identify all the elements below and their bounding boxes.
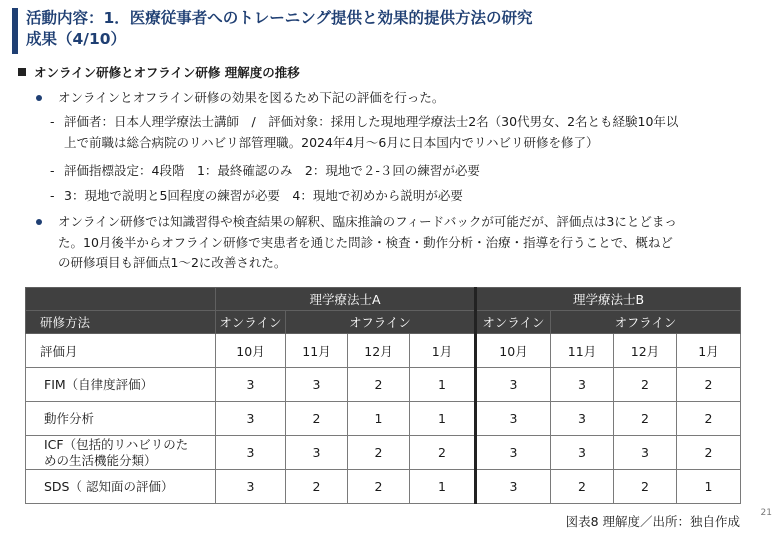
score-cell: 3 bbox=[551, 436, 614, 470]
score-cell: 2 bbox=[551, 470, 614, 504]
dash-marker: - bbox=[50, 188, 55, 203]
score-cell: 3 bbox=[551, 368, 614, 402]
score-cell: 2 bbox=[286, 402, 348, 436]
bullet-text-2-line2: た。10月後半からオフライン研修で実患者を通じた問診・検査・動作分析・治療・指導を行うことで、概ねど bbox=[58, 234, 673, 250]
row-label-icf-line2: めの生活機能分類） bbox=[44, 452, 157, 468]
table-caption: 図表8 理解度／出所：独自作成 bbox=[565, 514, 740, 529]
score-cell: 2 bbox=[410, 436, 476, 470]
table-header-blank bbox=[26, 288, 216, 311]
score-cell: 2 bbox=[677, 402, 741, 436]
score-cell: 3 bbox=[216, 402, 286, 436]
sub-item-1-line2: 上で前職は総合病院のリハビリ部管理職。2024年4月～6月に日本国内でリハビリ研修を修了） bbox=[64, 134, 599, 150]
page-number: 21 bbox=[760, 508, 772, 518]
table-row bbox=[26, 368, 741, 402]
page-title-line1: 活動内容：1．医療従事者へのトレーニング提供と効果的提供方法の研究 bbox=[26, 9, 533, 27]
method-label: 研修方法 bbox=[26, 311, 216, 334]
group-header-a: 理学療法士A bbox=[216, 288, 476, 311]
bullet-text-2-line3: の研修項目も評価点1～2に改善された。 bbox=[58, 255, 287, 270]
group-header-b: 理学療法士B bbox=[476, 288, 741, 311]
section-heading-text: オンライン研修とオフライン研修 理解度の推移 bbox=[34, 65, 300, 80]
row-label-icf-line1: ICF（包括的リハビリのた bbox=[44, 436, 189, 452]
score-cell: 2 bbox=[348, 470, 410, 504]
score-cell: 2 bbox=[614, 368, 677, 402]
score-cell: 3 bbox=[476, 436, 551, 470]
sub-item-2 bbox=[50, 161, 480, 182]
method-online-b: オンライン bbox=[476, 311, 551, 334]
method-online-a: オンライン bbox=[216, 311, 286, 334]
sub-item-3-text: 3：現地で説明と5回程度の練習が必要 4：現地で初めから説明が必要 bbox=[64, 188, 463, 203]
month-cell: 10月 bbox=[216, 334, 286, 368]
row-label-motion-analysis: 動作分析 bbox=[26, 402, 216, 436]
score-cell: 3 bbox=[286, 368, 348, 402]
score-cell: 1 bbox=[410, 402, 476, 436]
table-row bbox=[26, 436, 741, 470]
score-cell: 2 bbox=[286, 470, 348, 504]
month-cell: 10月 bbox=[476, 334, 551, 368]
score-cell: 1 bbox=[677, 470, 741, 504]
month-cell: 1月 bbox=[677, 334, 741, 368]
score-cell: 2 bbox=[348, 436, 410, 470]
row-label-sds: SDS（ 認知面の評価） bbox=[26, 470, 216, 504]
month-cell: 1月 bbox=[410, 334, 476, 368]
bullet-item-2 bbox=[36, 212, 677, 274]
score-cell: 3 bbox=[476, 368, 551, 402]
square-bullet-icon bbox=[18, 68, 26, 76]
score-cell: 2 bbox=[614, 470, 677, 504]
dash-marker: - bbox=[50, 163, 55, 178]
bullet-text-2-line1: オンライン研修では知識習得や検査結果の解釈、臨床推論のフィードバックが可能だが、評価点は3にとどまっ bbox=[58, 214, 677, 229]
score-cell: 2 bbox=[348, 368, 410, 402]
score-cell: 3 bbox=[476, 402, 551, 436]
method-offline-b: オフライン bbox=[551, 311, 741, 334]
table-row bbox=[26, 402, 741, 436]
dash-marker: - bbox=[50, 114, 55, 129]
sub-item-1-line1: 評価者：日本人理学療法士講師 / 評価対象：採用した現地理学療法士2名（30代男女、2名とも経験10年以 bbox=[64, 114, 679, 129]
bullet-dot-icon bbox=[36, 95, 42, 101]
evaluation-table bbox=[25, 287, 741, 504]
month-cell: 12月 bbox=[348, 334, 410, 368]
score-cell: 2 bbox=[614, 402, 677, 436]
score-cell: 3 bbox=[216, 436, 286, 470]
section-heading bbox=[18, 63, 300, 81]
score-cell: 1 bbox=[410, 368, 476, 402]
title-accent-bar bbox=[12, 8, 18, 54]
score-cell: 3 bbox=[216, 368, 286, 402]
score-cell: 2 bbox=[677, 436, 741, 470]
method-offline-a: オフライン bbox=[286, 311, 476, 334]
sub-item-1 bbox=[50, 112, 678, 153]
page-title-line2: 成果（4/10） bbox=[26, 30, 127, 48]
table-row-months bbox=[26, 334, 741, 368]
bullet-text-1: オンラインとオフライン研修の効果を図るため下記の評価を行った。 bbox=[58, 90, 445, 105]
score-cell: 1 bbox=[348, 402, 410, 436]
sub-item-3 bbox=[50, 186, 463, 207]
score-cell: 3 bbox=[614, 436, 677, 470]
month-label: 評価月 bbox=[26, 334, 216, 368]
score-cell: 3 bbox=[286, 436, 348, 470]
bullet-item-1 bbox=[36, 88, 444, 109]
row-label-icf bbox=[26, 436, 216, 470]
month-cell: 11月 bbox=[551, 334, 614, 368]
score-cell: 3 bbox=[551, 402, 614, 436]
table-group-header-row bbox=[26, 288, 741, 311]
table-method-header-row bbox=[26, 311, 741, 334]
bullet-dot-icon bbox=[36, 219, 42, 225]
score-cell: 3 bbox=[216, 470, 286, 504]
score-cell: 2 bbox=[677, 368, 741, 402]
row-label-fim: FIM（自律度評価） bbox=[26, 368, 216, 402]
score-cell: 3 bbox=[476, 470, 551, 504]
month-cell: 12月 bbox=[614, 334, 677, 368]
page-title bbox=[26, 8, 532, 50]
sub-item-2-text: 評価指標設定：4段階 1：最終確認のみ 2：現地で２-３回の練習が必要 bbox=[64, 163, 480, 178]
table-row bbox=[26, 470, 741, 504]
score-cell: 1 bbox=[410, 470, 476, 504]
month-cell: 11月 bbox=[286, 334, 348, 368]
